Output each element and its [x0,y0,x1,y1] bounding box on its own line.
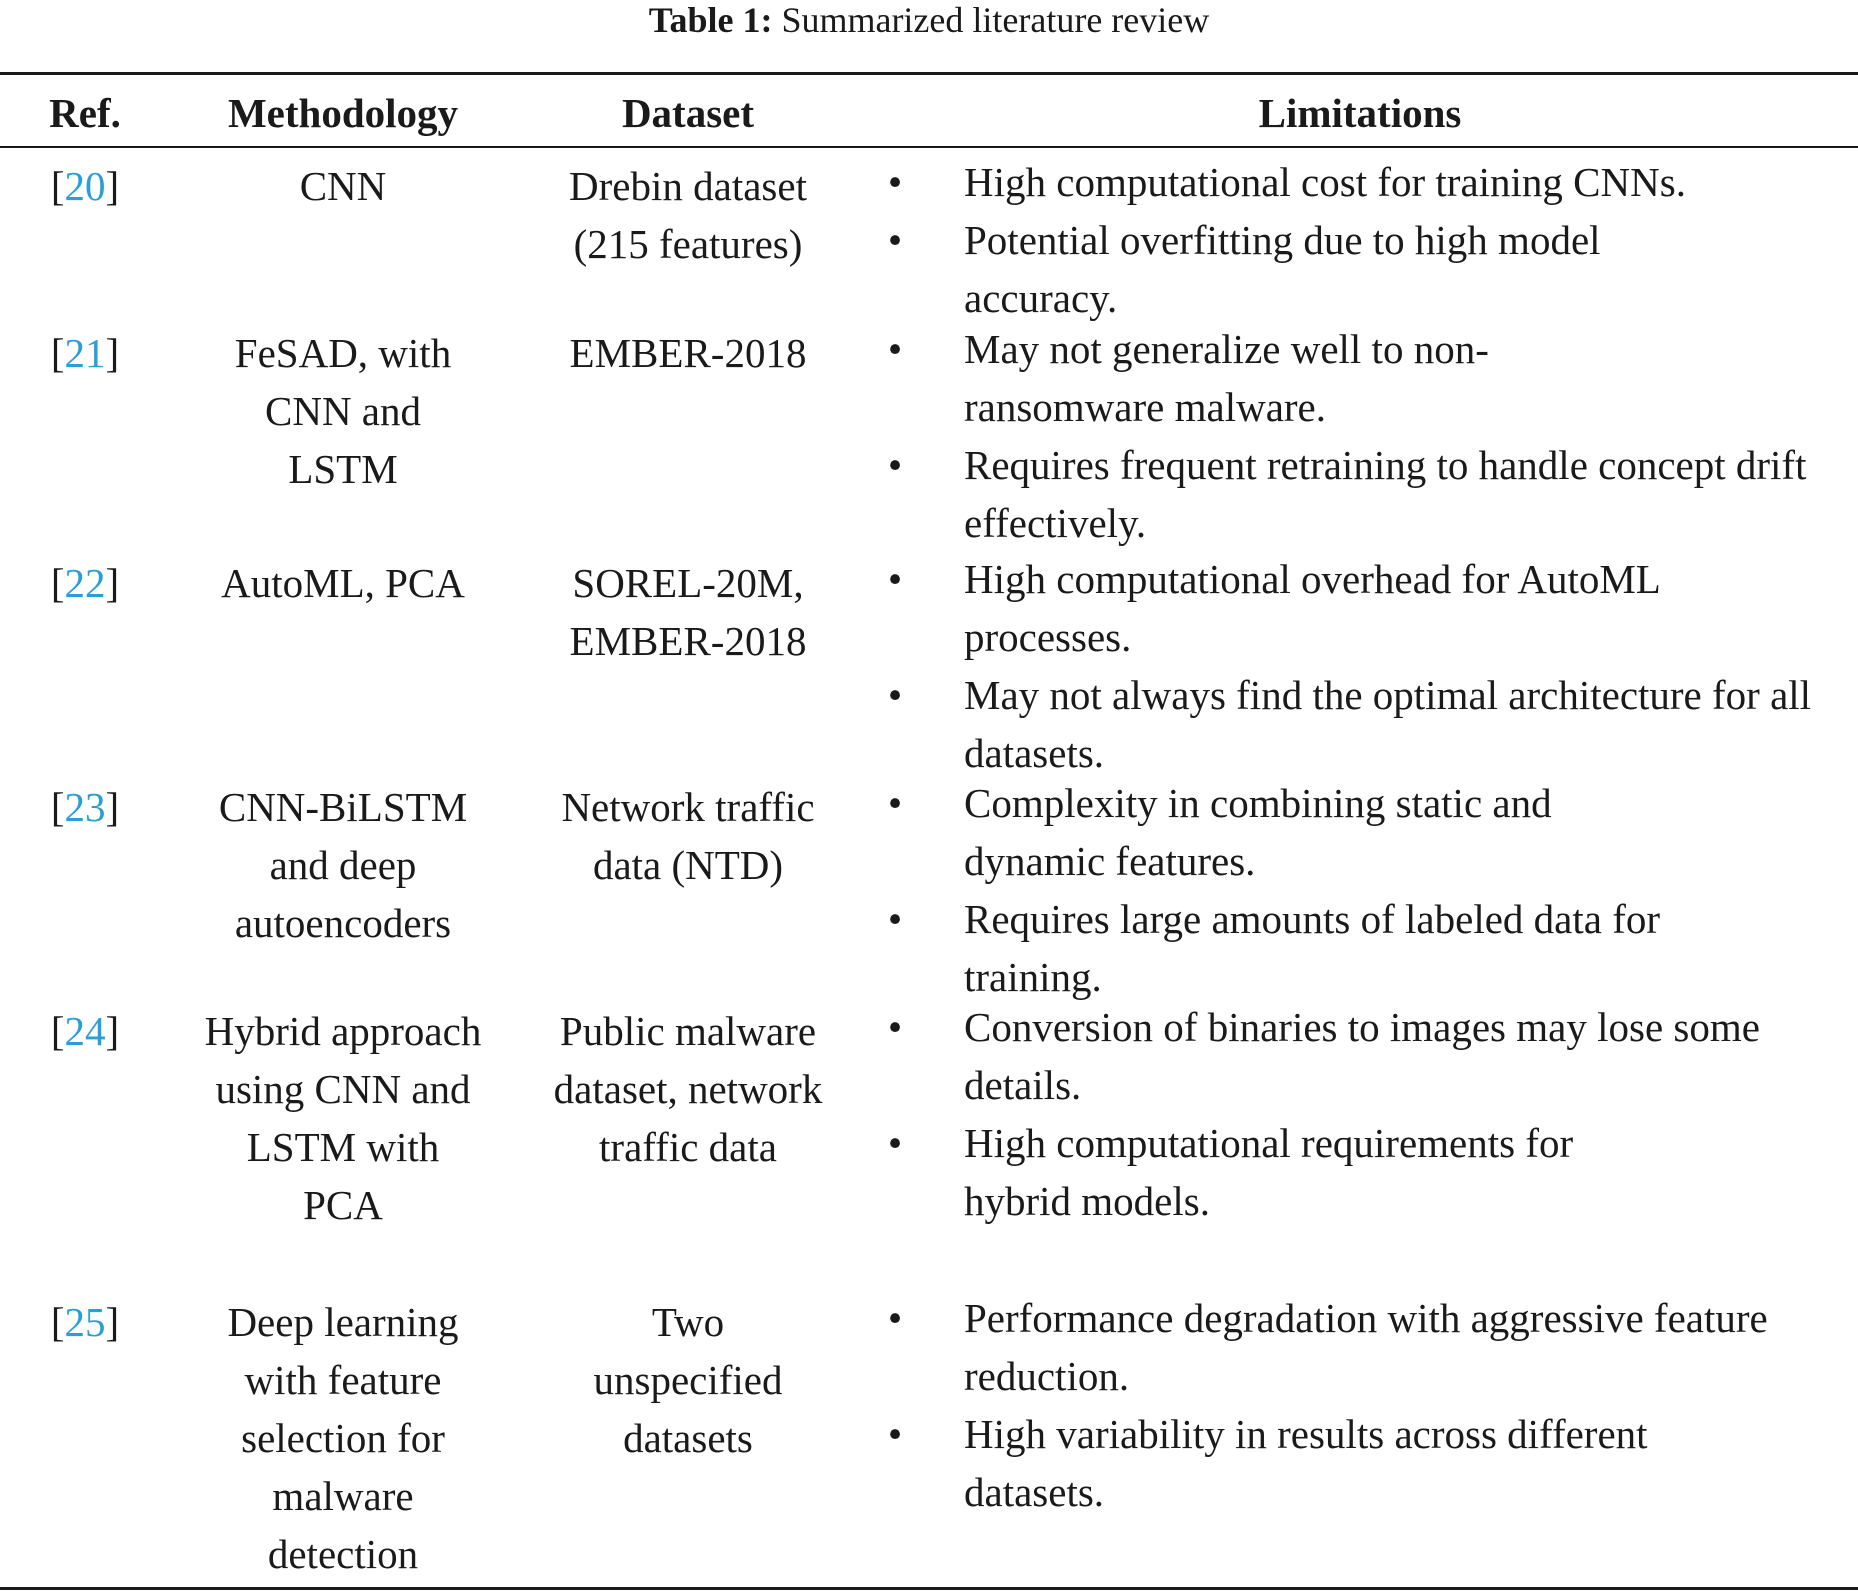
ref-link[interactable]: 24 [64,1008,106,1054]
bullet-icon: • [887,326,903,372]
header-ref: Ref. [49,90,121,136]
bullet-icon: • [887,217,903,263]
dataset-cell: EMBER-2018 [569,330,807,376]
dataset-cell: SOREL-20M, EMBER-2018 [569,560,807,664]
methodology-cell: FeSAD, with CNN and LSTM [234,330,452,492]
bullet-icon: • [887,1411,903,1457]
ref-cell: [21] [50,330,120,376]
limitation-item: • Potential overfitting due to high model accuracy. [880,211,1684,327]
ref-cell: [25] [50,1299,120,1345]
ref-cell: [24] [50,1008,120,1054]
caption-label: Table 1: [648,0,773,40]
bullet-icon: • [887,1120,903,1166]
ref-link[interactable]: 22 [64,560,106,606]
limitation-item: • High computational requirements for hybrid models. [880,1114,1684,1230]
bullet-icon: • [887,1295,903,1341]
bottom-rule [0,1587,1858,1590]
ref-cell: [20] [50,163,120,209]
ref-link[interactable]: 25 [64,1299,106,1345]
ref-cell: [22] [50,560,120,606]
header-methodology: Methodology [227,90,459,136]
top-rule [0,72,1858,75]
limitations-cell [880,998,1840,1230]
dataset-cell: Two unspecified datasets [593,1299,783,1461]
limitation-item: • Complexity in combining static and dynamic features. [880,774,1684,890]
dataset-cell: Network traffic data (NTD) [561,784,815,888]
limitation-item: • Conversion of binaries to images may lose some details. [880,998,1804,1114]
ref-link[interactable]: 21 [64,330,106,376]
ref-link[interactable]: 23 [64,784,106,830]
limitation-item: • High computational cost for training CNNs. [880,153,1840,211]
bullet-icon: • [887,556,903,602]
header-rule [0,146,1858,148]
header-dataset: Dataset [621,90,755,136]
limitation-item: • Requires frequent retraining to handle concept drift effectively. [880,436,1840,552]
dataset-cell: Drebin dataset (215 features) [569,163,807,267]
limitation-item: • Performance degradation with aggressive feature reduction. [880,1289,1804,1405]
header-limitations: Limitations [1258,90,1462,136]
limitations-cell [880,550,1840,782]
methodology-cell: Deep learning with feature selection for malware detection [227,1299,459,1577]
limitation-item: • Requires large amounts of labeled data for training. [880,890,1684,1006]
limitation-item: • High computational overhead for AutoML processes. [880,550,1684,666]
limitations-cell [880,153,1840,327]
methodology-cell: CNN-BiLSTM and deep autoencoders [218,784,468,946]
bullet-icon: • [887,780,903,826]
methodology-cell: AutoML, PCA [221,560,465,606]
bullet-icon: • [887,442,903,488]
methodology-cell: Hybrid approach using CNN and LSTM with PCA [204,1008,482,1228]
caption-text: Summarized literature review [781,0,1210,40]
limitations-cell [880,1289,1840,1521]
limitations-cell [880,320,1840,552]
dataset-cell: Public malware dataset, network traffic data [553,1008,823,1170]
table-caption [0,0,1858,40]
limitations-cell [880,774,1840,1006]
methodology-cell: CNN [299,163,387,209]
bullet-icon: • [887,672,903,718]
bullet-icon: • [887,159,903,205]
bullet-icon: • [887,1004,903,1050]
limitation-item: • May not generalize well to non-ransomware malware. [880,320,1684,436]
ref-link[interactable]: 20 [64,163,106,209]
ref-cell: [23] [50,784,120,830]
limitation-item: • May not always find the optimal architecture for all datasets. [880,666,1840,782]
limitation-item: • High variability in results across different datasets. [880,1405,1684,1521]
bullet-icon: • [887,896,903,942]
